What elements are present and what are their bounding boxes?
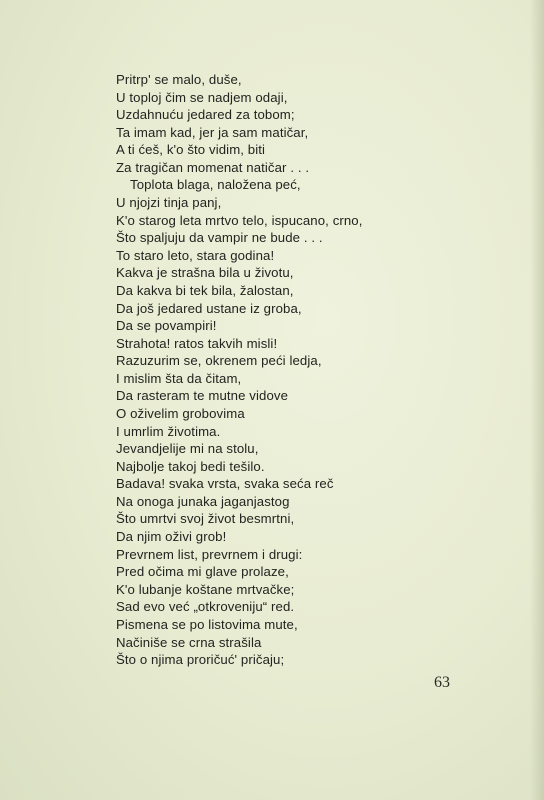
poem-line: Što spaljuju da vampir ne bude . . . — [116, 230, 323, 246]
poem-line: I umrlim životima. — [116, 423, 221, 439]
poem-line: A ti ćeš, k'o što vidim, biti — [116, 142, 266, 158]
poem-line: U njojzi tinja panj, — [116, 195, 222, 211]
poem-line: Najbolje takoj bedi tešilo. — [116, 458, 265, 474]
poem-line: Jevandjelije mi na stolu, — [116, 441, 259, 457]
poem-line: Što o njima proričuć' pričaju; — [116, 652, 285, 668]
poem-line: Načiniše se crna strašila — [116, 634, 262, 650]
poem-line: Razuzurim se, okrenem peći ledja, — [116, 353, 322, 369]
poem-text — [116, 71, 406, 669]
poem-line: Da rasteram te mutne vidove — [116, 388, 289, 404]
poem-line: Pred očima mi glave prolaze, — [116, 564, 289, 580]
poem-line: U toploj čim se nadjem odaji, — [116, 89, 288, 105]
poem-line: Toplota blaga, naložena peć, — [130, 177, 301, 193]
poem-line: Strahota! ratos takvih misli! — [116, 335, 278, 351]
page-number: 63 — [434, 674, 450, 691]
poem-line: Prevrnem list, prevrnem i drugi: — [116, 546, 303, 562]
poem-line: Sad evo već „otkroveniju“ red. — [116, 599, 295, 615]
poem-line: Badava! svaka vrsta, svaka seća reč — [116, 476, 334, 492]
poem-line: I mislim šta da čitam, — [116, 370, 242, 386]
poem-line: Pritrp' se malo, duše, — [116, 72, 242, 87]
poem-line: Na onoga junaka jaganjastog — [116, 493, 290, 509]
poem-line: Da se povampiri! — [116, 318, 217, 334]
poem-line: Pismena se po listovima mute, — [116, 616, 298, 632]
poem-line: Kakva je strašna bila u životu, — [116, 265, 294, 281]
poem-line: Da njim oživi grob! — [116, 529, 227, 545]
poem-line: K'o lubanje koštane mrtvačke; — [116, 581, 295, 597]
poem-line: Da kakva bi tek bila, žalostan, — [116, 282, 294, 298]
poem-line: To staro leto, stara godina! — [116, 247, 275, 263]
poem-line: Uzdahnuću jedared za tobom; — [116, 107, 295, 123]
poem-line: Ta imam kad, jer ja sam matičar, — [116, 124, 309, 140]
poem-line: Što umrtvi svoj život besmrtni, — [116, 511, 295, 527]
poem-line: Da još jedared ustane iz groba, — [116, 300, 302, 316]
poem-line: Za tragičan momenat natičar . . . — [116, 159, 310, 175]
page-edge-shadow — [530, 0, 544, 800]
poem-line: O oživelim grobovima — [116, 405, 245, 421]
poem-line: K'o starog leta mrtvo telo, ispucano, crno, — [116, 212, 363, 228]
